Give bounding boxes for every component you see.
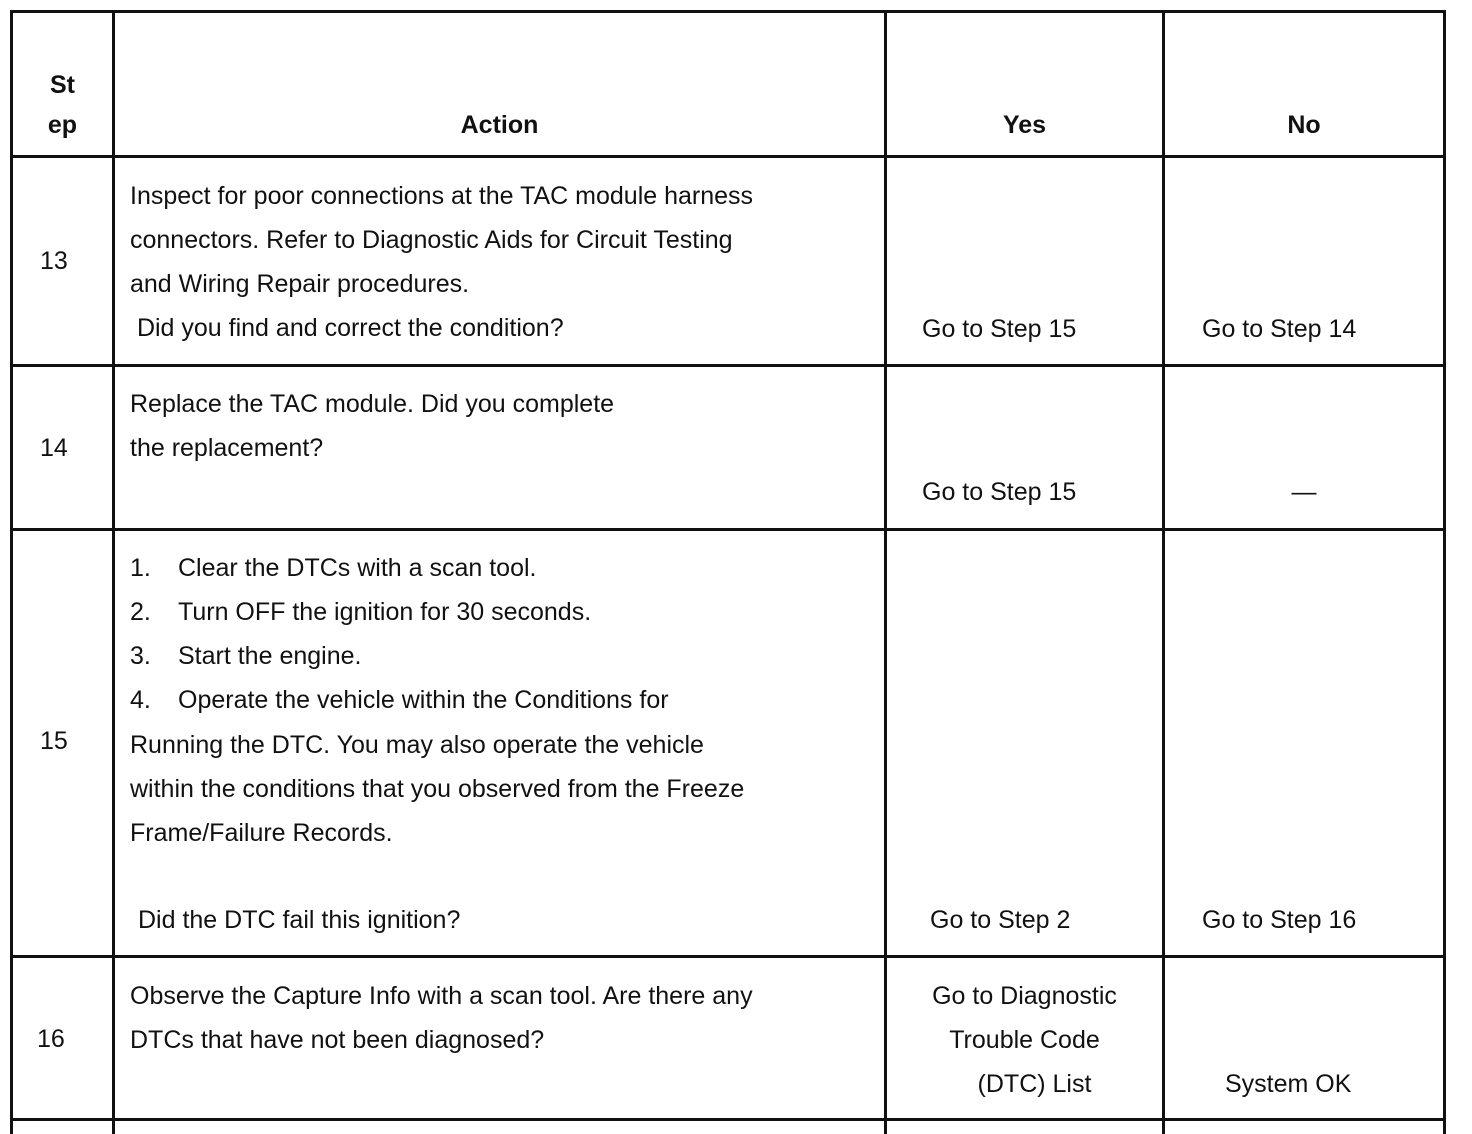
list-item bbox=[130, 546, 536, 590]
list-text: Operate the vehicle within the Conditions for bbox=[178, 686, 669, 714]
row-divider bbox=[10, 528, 1446, 531]
no-result: Go to Step 16 bbox=[1202, 906, 1357, 934]
action-text bbox=[130, 382, 614, 470]
action-line: Running the DTC. You may also operate the vehicle bbox=[130, 731, 704, 759]
action-line: Inspect for poor connections at the TAC module harness bbox=[130, 182, 754, 210]
row-divider bbox=[10, 955, 1446, 958]
list-number: 4. bbox=[130, 686, 151, 714]
action-line: Frame/Failure Records. bbox=[130, 819, 393, 847]
header-step-line2: ep bbox=[47, 111, 78, 139]
yes-result: Go to Step 15 bbox=[922, 478, 1077, 506]
column-divider bbox=[884, 10, 887, 1134]
table-border-right bbox=[1443, 10, 1446, 1134]
list-text: Turn OFF the ignition for 30 seconds. bbox=[178, 598, 592, 626]
no-result: — bbox=[1291, 478, 1317, 506]
list-number: 1. bbox=[130, 554, 151, 582]
list-text: Clear the DTCs with a scan tool. bbox=[178, 554, 537, 582]
no-result: Go to Step 14 bbox=[1202, 315, 1357, 343]
action-line: Did you find and correct the condition? bbox=[130, 314, 564, 342]
yes-result bbox=[887, 974, 1162, 1106]
step-number: 13 bbox=[40, 247, 68, 275]
list-number: 2. bbox=[130, 598, 151, 626]
action-line: the replacement? bbox=[130, 434, 324, 462]
action-question: Did the DTC fail this ignition? bbox=[138, 906, 461, 934]
header-yes: Yes bbox=[1002, 111, 1047, 139]
step-number: 15 bbox=[40, 727, 68, 755]
list-text: Start the engine. bbox=[178, 642, 362, 670]
action-text bbox=[130, 174, 753, 350]
row-divider bbox=[10, 364, 1446, 367]
action-line: Observe the Capture Info with a scan tool. Are there any bbox=[130, 982, 753, 1010]
action-line: Replace the TAC module. Did you complete bbox=[130, 390, 615, 418]
header-no: No bbox=[1287, 111, 1321, 139]
table-border-left bbox=[10, 10, 13, 1134]
header-step bbox=[13, 65, 112, 145]
step-number: 14 bbox=[40, 434, 68, 462]
yes-result-line: (DTC) List bbox=[977, 1070, 1092, 1098]
table-border-bottom bbox=[10, 1118, 1446, 1121]
list-item bbox=[130, 634, 361, 678]
header-divider bbox=[10, 155, 1446, 158]
column-divider bbox=[1162, 10, 1165, 1134]
action-line: within the conditions that you observed from the Freeze bbox=[130, 775, 745, 803]
column-divider bbox=[112, 10, 115, 1134]
action-line: DTCs that have not been diagnosed? bbox=[130, 1026, 545, 1054]
table-border-top bbox=[10, 10, 1446, 13]
header-action: Action bbox=[460, 111, 539, 139]
header-step-line1: St bbox=[50, 71, 75, 99]
no-result: System OK bbox=[1225, 1070, 1352, 1098]
yes-result-line: Go to Diagnostic bbox=[932, 982, 1117, 1010]
list-number: 3. bbox=[130, 642, 151, 670]
list-item bbox=[130, 678, 669, 722]
yes-result: Go to Step 2 bbox=[930, 906, 1071, 934]
yes-result: Go to Step 15 bbox=[922, 315, 1077, 343]
list-item bbox=[130, 590, 591, 634]
action-text bbox=[130, 723, 744, 855]
action-text bbox=[130, 974, 753, 1062]
yes-result-line: Trouble Code bbox=[949, 1026, 1100, 1054]
step-number: 16 bbox=[37, 1025, 65, 1053]
action-line: connectors. Refer to Diagnostic Aids for Circuit Testing bbox=[130, 226, 733, 254]
action-line: and Wiring Repair procedures. bbox=[130, 270, 470, 298]
